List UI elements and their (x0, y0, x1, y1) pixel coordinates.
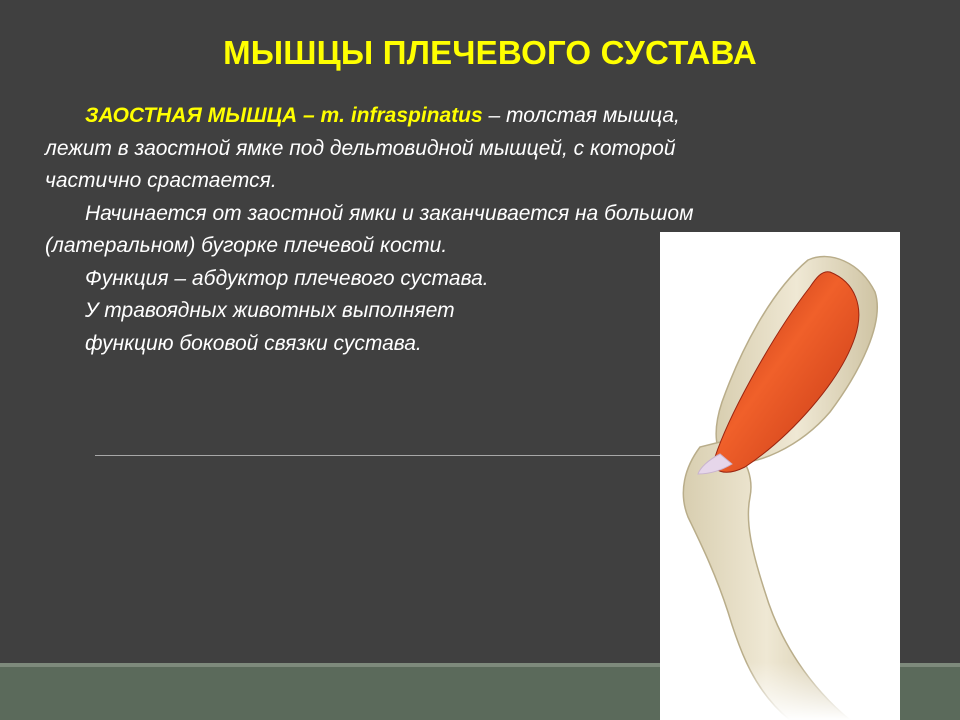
paragraph-1-line-1 (45, 100, 885, 133)
infraspinatus-figure (660, 232, 900, 720)
function-line: Функция – абдуктор плечевого сустава. (85, 266, 489, 290)
paragraph-1-line-3: частично срастается. (45, 169, 277, 192)
slide-title: МЫШЦЫ ПЛЕЧЕВОГО СУСТАВА (223, 34, 757, 71)
herbivore-line-1: У травоядных животных выполняет (85, 299, 455, 322)
infraspinatus-muscle-illustration-icon (660, 232, 900, 720)
muscle-term: ЗАОСТНАЯ МЫШЦА – m. infraspinatus (85, 104, 483, 127)
paragraph-1-line-1-rest: – толстая мышца, (482, 104, 680, 127)
herbivore-line-2: функцию боковой связки сустава. (85, 331, 422, 355)
paragraph-2-line-2: (латеральном) бугорке плечевой кости. (45, 234, 448, 257)
paragraph-2-line-1: Начинается от заостной ямки и заканчивается на большом (85, 201, 694, 225)
paragraph-1-line-2: лежит в заостной ямке под дельтовидной мышцей, с которой (45, 136, 676, 160)
figure-fade (660, 662, 900, 720)
divider-line (95, 455, 665, 456)
